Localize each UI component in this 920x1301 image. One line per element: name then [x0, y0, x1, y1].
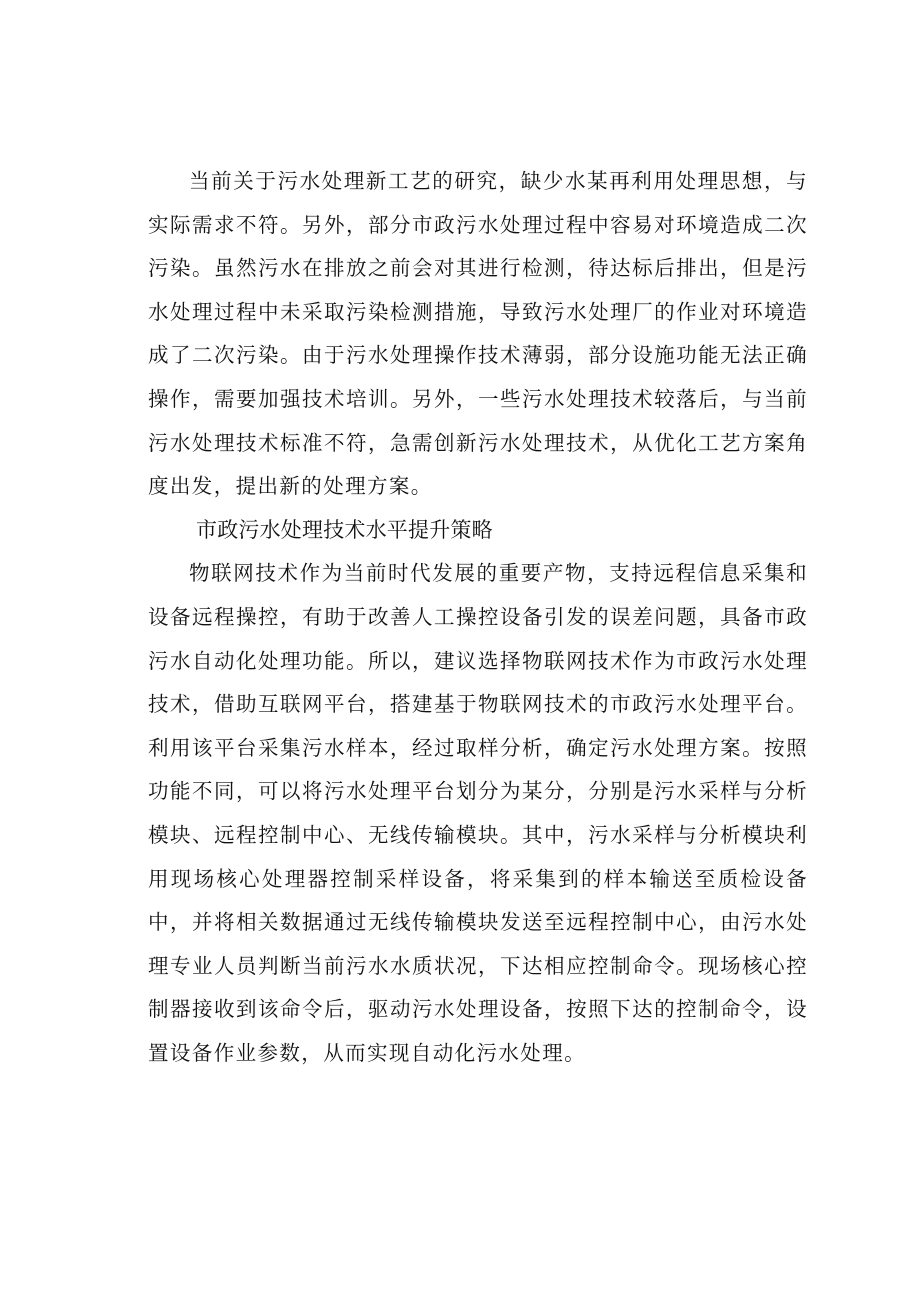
section-heading: 市政污水处理技术水平提升策略 — [196, 517, 493, 542]
body-paragraph-2: 物联网技术作为当前时代发展的重要产物，支持远程信息采集和设备远程操控，有助于改善人工操控设备引发的误差问题，具备市政污水自动化处理功能。所以，建议选择物联网技术作为市政污水处理技术，借助互联网平台，搭建基于物联网技术的市政污水处理平台。利用该平台采集污水样本，经过取样分析，确定污水处理方案。按照功能不同，可以将污水处理平台划分为某分，分别是污水采样与分析模块、远程控制中心、无线传输模块。其中，污水采样与分析模块利用现场核心处理器控制采样设备，将采集到的样本输送至质检设备中，并将相关数据通过无线传输模块发送至远程控制中心，由污水处理专业人员判断当前污水水质状况，下达相应控制命令。现场核心控制器接收到该命令后，驱动污水处理设备，按照下达的控制命令，设置设备作业参数，从而实现自动化污水处理。 — [148, 561, 808, 1065]
document-body — [148, 160, 808, 1075]
body-paragraph-1: 当前关于污水处理新工艺的研究，缺少水某再利用处理思想，与实际需求不符。另外，部分市政污水处理过程中容易对环境造成二次污染。虽然污水在排放之前会对其进行检测，待达标后排出，但是污水处理过程中未采取污染检测措施，导致污水处理厂的作业对环境造成了二次污染。由于污水处理操作技术薄弱，部分设施功能无法正确操作，需要加强技术培训。另外，一些污水处理技术较落后，与当前污水处理技术标准不符，急需创新污水处理技术，从优化工艺方案角度出发，提出新的处理方案。 — [148, 169, 808, 499]
